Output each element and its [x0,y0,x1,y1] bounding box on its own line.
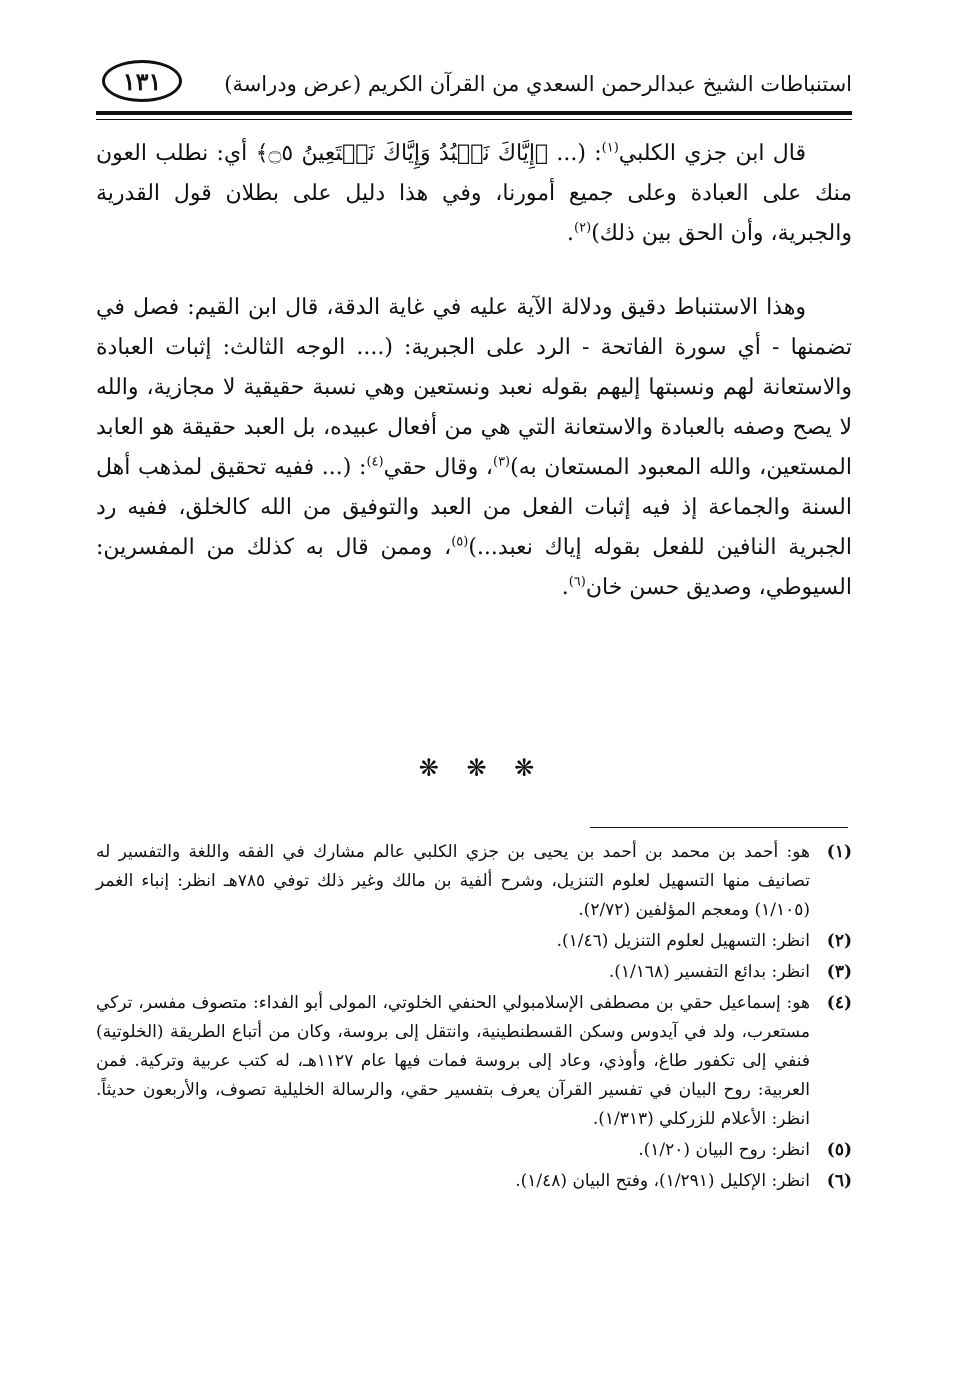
footnote-1 [96,838,852,925]
footnote-3 [96,958,852,987]
footnote-6 [96,1167,852,1196]
footnote-ref-3: (٣) [492,454,511,470]
footnote-number: (٥) [826,1140,852,1160]
paragraph-2-text-e: . [561,575,569,600]
footnote-ref-2: (٢) [574,220,592,236]
footnote-number: (٦) [826,1171,852,1191]
main-text [96,134,852,608]
footnote-separator [590,827,848,828]
footnote-text: انظر: روح البيان (١/٢٠). [638,1140,810,1160]
header-rule-thin [96,119,852,120]
paragraph-2-text-a: وهذا الاستنباط دقيق ودلالة الآية عليه في غاية الدقة، قال ابن القيم: فصل في تضمنها - أي سورة الفاتحة - الرد على الجبرية: (.... الوجه الثالث: إثبات العبادة والاستعانة لهم ونسبتها إليهم بقوله نعبد ونستعين وهي نسبة حقيقية لا مجازية، والله لا يصح وصفه بالعبادة والاستعانة التي هي من أفعال عبيده، بل العبد حقيقة هو العابد المستعين، والله المعبود المستعان به) [96,295,853,480]
paragraph-1-text-b: : (... ﴿إِيَّاكَ نَعۡبُدُ وَإِيَّاكَ نَسۡتَعِينُ ۝٥﴾ أي: نطلب العون منك على العبادة وعلى جميع أمورنا، وفي هذا دليل على بطلان قول القدرية والجبرية، وأن الحق بين ذلك) [96,141,852,246]
paragraph-1-text-a: قال ابن جزي الكلبي [618,141,806,166]
footnote-number: (١) [826,842,852,862]
paragraph-2-text-d: ، وممن قال به كذلك من المفسرين: السيوطي، وصديق حسن خان [96,535,852,600]
footnote-ref-1: (١) [601,140,619,156]
footnote-ref-4: (٤) [366,454,384,470]
footnote-text: انظر: التسهيل لعلوم التنزيل (١/٤٦). [556,931,810,951]
footnote-ref-6: (٦) [568,574,586,590]
page-number: ١٣١ [102,60,182,102]
footnote-number: (٢) [826,931,852,951]
footnote-4 [96,989,852,1134]
paragraph-2-text-c: : (... ففيه تحقيق لمذهب أهل السنة والجماعة إذ فيه إثبات الفعل من العبد والتوفيق من الله كالخلق، ففيه رد الجبرية النافين للفعل بقوله إياك نعبد...) [96,455,852,560]
footnote-text: انظر: الإكليل (١/٢٩١)، وفتح البيان (١/٤٨). [515,1171,810,1191]
header-title: استنباطات الشيخ عبدالرحمن السعدي من القرآن الكريم (عرض ودراسة) [224,72,852,96]
footnote-5 [96,1136,852,1165]
footnote-number: (٤) [826,993,852,1013]
section-ornament: ❋ ❋ ❋ [418,754,545,782]
paragraph-2-text-b: ، وقال حقي [383,455,493,480]
paragraph-1-text-c: . [567,221,575,246]
paragraph-1 [96,134,852,254]
paragraph-2 [96,288,852,608]
footnote-number: (٣) [826,962,852,982]
header-rule-thick [96,111,852,115]
footnote-2 [96,927,852,956]
footnote-ref-5: (٥) [451,534,469,550]
footnotes [96,838,852,1198]
footnote-text: هو: أحمد بن محمد بن أحمد بن يحيى بن جزي الكلبي عالم مشارك في الفقه واللغة والتفسير له تصانيف منها التسهيل لعلوم التنزيل، وشرح ألفية بن مالك وغير ذلك توفي ٧٨٥هـ انظر: إنباء الغمر (١/١٠٥) ومعجم المؤلفين (٢/٧٢). [96,842,810,920]
running-header [96,50,852,110]
footnote-text: هو: إسماعيل حقي بن مصطفى الإسلامبولي الحنفي الخلوتي، المولى أبو الفداء: متصوف مفسر، تركي مستعرب، ولد في آيدوس وسكن القسطنطينية، وانتقل إلى بروسة، وكان من أتباع الطريقة (الخلوتية) فنفي إلى تكفور طاغ، وأوذي، وعاد إلى بروسة فمات فيها عام ١١٢٧هـ، له كتب عربية وتركية. فمن العربية: روح البيان في تفسير القرآن يعرف بتفسير حقي، والرسالة الخليلية تصوف، والأربعون حديثاً. انظر: الأعلام للزركلي (١/٣١٣). [96,993,810,1129]
footnote-text: انظر: بدائع التفسير (١/١٦٨). [608,962,810,982]
